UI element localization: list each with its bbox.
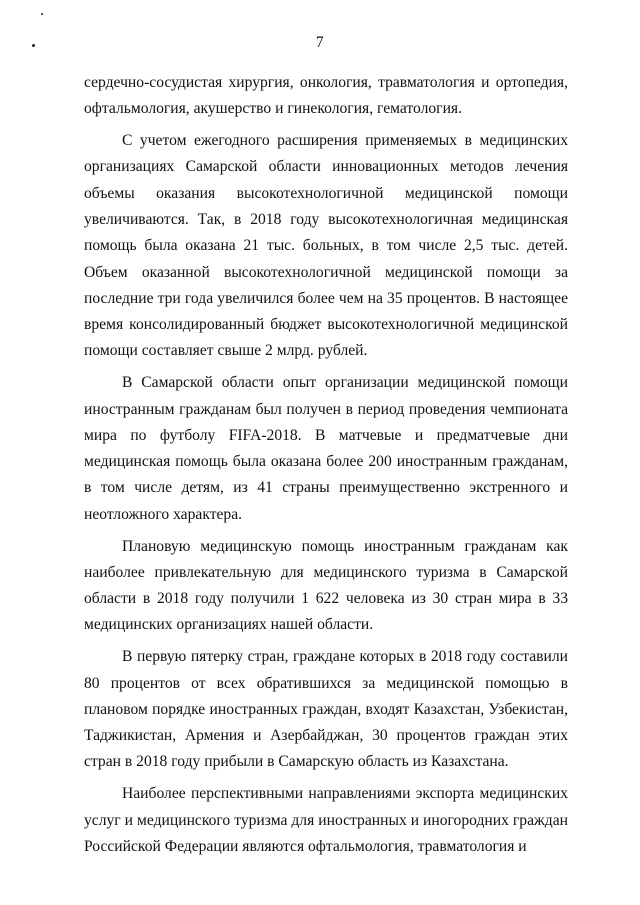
page-number: 7 bbox=[315, 34, 325, 51]
paragraph-fifa-2018: В Самарской области опыт организации медицинской помощи иностранным гражданам был получен в период проведения чемпионата мира по футболу FIFA-2018. В матчевые и предматчевые дни медицинская помощь была оказана более 200 иностранным гражданам, в том числе детям, из 41 страны преимущественно экстренного и неотложного характера. bbox=[84, 374, 568, 523]
paragraph-continuation: сердечно-сосудистая хирургия, онкология, травматология и ортопедия, офтальмология, акушерство и гинекология, гематология. bbox=[84, 74, 568, 118]
body-text bbox=[84, 70, 568, 866]
paragraph-export-directions: Наиболее перспективными направлениями экспорта медицинских услуг и медицинского туризма для иностранных и иногородних граждан Российской Федерации являются офтальмология, травматология и bbox=[84, 785, 568, 855]
scan-speck bbox=[41, 13, 43, 15]
paragraph-high-tech-volume: С учетом ежегодного расширения применяемых в медицинских организациях Самарской области инновационных методов лечения объемы оказания высокотехнологичной медицинской помощи увеличиваются. Так, в 2018 году высокотехнологичная медицинская помощь была оказана 21 тыс. больных, в том числе 2,5 тыс. детей. Объем оказанной высокотехнологичной медицинской помощи за последние три года увеличился более чем на 35 процентов. В настоящее время консолидированный бюджет высокотехнологичной медицинской помощи составляет свыше 2 млрд. рублей. bbox=[84, 132, 568, 360]
paragraph-top-five-countries: В первую пятерку стран, граждане которых в 2018 году составили 80 процентов от всех обратившихся за медицинской помощью в плановом порядке иностранных граждан, входят Казахстан, Узбекистан, Таджикистан, Армения и Азербайджан, 30 процентов граждан этих стран в 2018 году прибыли в Самарскую область из Казахстана. bbox=[84, 648, 568, 771]
paragraph-planned-care: Плановую медицинскую помощь иностранным гражданам как наиболее привлекательную для медицинского туризма в Самарской области в 2018 году получили 1 622 человека из 30 стран мира в 33 медицинских организациях нашей области. bbox=[84, 537, 568, 634]
